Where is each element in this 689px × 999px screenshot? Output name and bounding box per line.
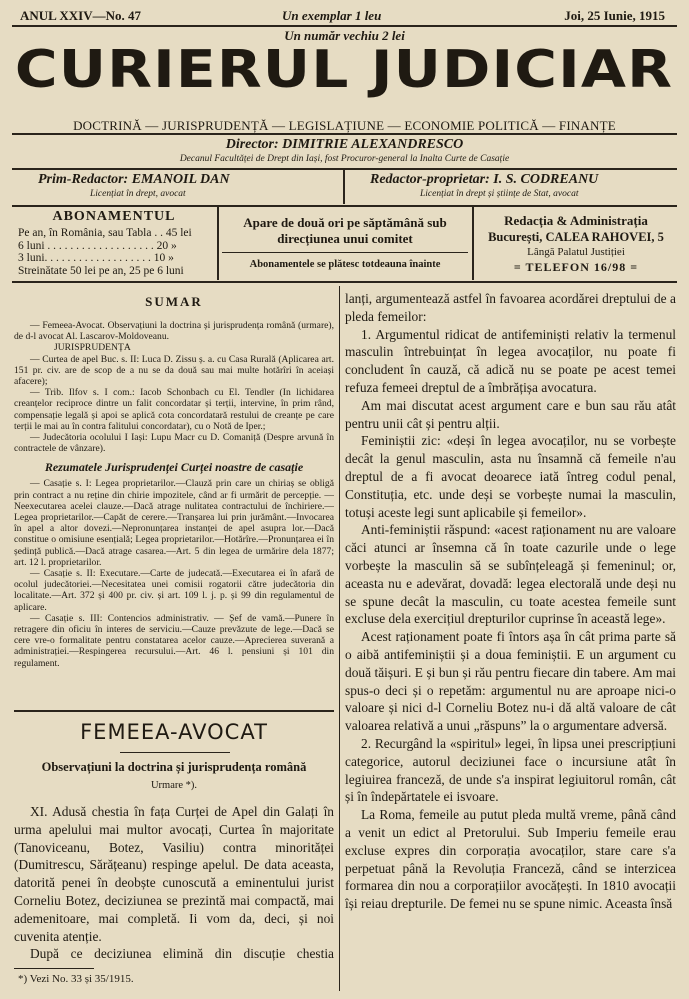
issue-number: ANUL XXIV—No. 47 [20,8,141,23]
director-note: Decanul Facultăței de Drept din Iași, fost Procuror-general la Inalta Curte de Casație [179,154,510,164]
sumar-item: — Casație s. I: Legea proprietarilor.—Clauză prin care un chiriaș se obligă prin contract a nu reține din chirie impozitele, când ar fi urmărit de percepție. —Neexecutarea acelei clauze.—Dacă atrage nulitatea contractului de închiriere.—Legea proprietarilor.—Capăt de cerere.—Tranșarea lui prin jurământ.—Invocarea în apel a altor dovezi.—Nepronunțarea instanței de apel asupra lor.—Dacă constitue o omisiune esențială; Legea proprietarilor.—Hotărîre.—Pronunțarea ei în ședință publică.—Dacă atrage casarea.—Art. 5 din legea de urmărire dela 1877; art. 12 l. proprietarilor. [14,478,334,568]
director: Director: DIMITRIE ALEXANDRESCO [225,137,464,152]
paragraph: Am mai discutat acest argument care e bun sau rău atât pentru unii cât și pentru alții. [345,397,676,431]
paragraph: După ce deciziunea elimină din discuție chestia [30,946,334,962]
subscription-line: Streinătate 50 lei pe an, 25 pe 6 luni [18,264,184,277]
subscription-line: 3 luni. . . . . . . . . . . . . . . . . . . 10 » [18,252,174,264]
office-box [476,213,676,275]
rule [12,281,677,283]
subscription-line: Pe an, în România, sau Tabla . . 45 lei [18,227,192,239]
price: Un exemplar 1 leu [282,8,382,23]
paragraph: La Roma, femeile au putut pleda multă vreme, până când a venit un edict al Pretorului. Sub Imperiu femeile erau excluse expres din corporația avocaților, stare care s'a perpetuat până la Revoluția Franceză, când se interzicea formarea din nou a corporațiilor avocățești. In 1810 avocații își reiau drepturile. De femei nu se spune nimic. Aceasta însă [345,807,676,912]
issue-date: Joi, 25 Iunie, 1915 [564,8,665,23]
sumar-item: — Casație s. III: Contencios administrativ. — Șef de vamă.—Punere în retragere din oficiu în interes de serviciu.—Cauze prevăzute de lege.—Dacă se cere vre-o formalitate pentru constatarea acelor cauze.—Aprecierea suverană a administrației.—Respingerea recursului.—Art. 46 l. pensiuni și 101 din regulament. [14,612,334,669]
prim-redactor: Prim-Redactor: EMANOIL DAN [38,172,230,187]
paragraph: lanți, argumentează astfel în favoarea acordărei dreptului de a pleda femeilor: [345,291,676,324]
top-rule [12,25,677,27]
rule [12,205,677,207]
column-divider [339,286,340,991]
sumar-title: SUMAR [145,294,203,309]
paragraph: Acest raționament poate fi întors așa în cât prima parte să o aibă antifeminiștii și a doua feminiștii. E un argument cu două tăișuri. E și bun și rău pentru fiecare din tabere. Am mai spus-o deci și o repetăm: argumentul nu are aproape nici-o valoare și nici d-l Corneliu Botez nu-i dă altă valoare de cât valoarea relativă a unui „răspuns” la o argumentare adversă. [345,629,676,734]
divider [343,170,345,204]
divider [217,207,219,280]
rule [14,710,334,712]
sumar-item: — Trib. Ilfov s. I com.: Iacob Schonbach cu El. Tendler (In lichidarea creanțelor reciproce dintre un falit concordatar și terții, intervine, în prim rând, compensație legală și apoi se aplică cota concordatară restului de creanțe pe care terții le mai au în contra falitului concordatar), cu o Notă de Iper.; [14,387,334,432]
appears-note: Apare de două ori pe săptămână sub direcțiunea unui comitet [243,215,447,246]
payment-note: Abonamentele se plătesc totdeauna înainte [249,259,441,270]
footnote-rule [14,968,94,969]
masthead-title: CURIERUL JUDICIAR [14,40,674,100]
paragraph: 2. Recurgând la «spiritul» legei, în lipsa unei prescripțiuni categorice, autorul deciziunei face o incursiune atât în legiuirea franceză, de unde s'a inspirat legiuitorul român, cât și în îndepărtatele ei isvoare. [345,735,676,805]
sumar-item: — Femeea-Avocat. Observațiuni la doctrina și jurisprudența română (urmare), de d-l avocat Al. Lascarov-Moldoveanu. [14,320,334,343]
rule [222,252,468,253]
paragraph: XI. Adusă chestia în fața Curței de Apel din Galați în urma apelului mai multor avocați, Curtea în majoritate (Tanoviceanu, Botez, Vasiliu) contra minorităței (Dumitrescu, Sărățeanu) respinge apelul. De data aceasta, datorită penei în deobște cunoscută a eminentului jurist Corneliu Botez, deciziunea se prezintă mai compactă, mai ademenitoare, mai completă. Ii vom da, deci, și noi cuvenita atenție. [14,804,334,944]
subscription-title: ABONAMENTUL [52,209,176,224]
subscription-box [14,209,214,277]
sumar-section [14,294,334,694]
article-title: FEMEEA-AVOCAT [80,720,268,744]
redactor-proprietar-note: Licențiat în drept și științe de Stat, avocat [420,189,579,199]
paragraph: Anti-feminiștii răspund: «acest raționament nu are valoare căci atunci ar însemna că în toate cazurile unde o lege vorbește la masculin să se subînțeleagă și femeninul; or, aceasta nu e adevărat, dovadă: legea electorală unde deși nu se spune decât la masculin, cu toate acestea femeile sunt excluse dela exercițiul drepturilor cuprinse în această lege». [345,522,676,627]
article-left-text [14,803,334,963]
article-subtitle: Observațiuni la doctrina și jurisprudența română [41,760,307,774]
sumar-heading: JURISPRUDENȚA [54,342,131,354]
office-near: Lângă Palatul Justiției [527,246,625,258]
paragraph: Feminiștii zic: «deși în legea avocaților, nu se vorbește decât la genul masculin, asta nu însamnă că femeile n'au dreptul de a fi avocat deoarece iată întreg codul penal, Constituția, etc. unde deși se vorbește numai la masculin, totuși aceste legi sunt aplicabile și femeilor». [345,433,676,520]
sumar-heading: Rezumatele Jurisprudenței Curței noastre de casație [44,460,304,475]
office-phone: = TELEFON 16/98 = [513,260,639,274]
redactor-proprietar: Redactor-proprietar: I. S. CODREANU [370,172,599,187]
prim-redactor-note: Licențiat în drept, avocat [90,189,186,199]
office-title: Redacția & Administrația [504,213,648,228]
paragraph: 1. Argumentul ridicat de antifeminiști relativ la termenul masculin întrebuințat în legea avocaților, nu poate fi concludent în cauză, că adică nu se poate pe acest temei refuza femeei dreptul de a îmbrățișa avocatura. [345,326,676,395]
sumar-item: — Curtea de apel Buc. s. II: Luca D. Zissu ș. a. cu Casa Rurală (Aplicarea art. 151 pr. civ. are de scop de a nu se da două sau mai multe hotărîri în aceiași afacere); [14,353,334,388]
office-address: București, CALEA RAHOVEI, 5 [488,230,664,244]
article-right-text [345,290,676,995]
sumar-item: — Casație s. II: Executare.—Carte de judecată.—Executarea ei în afară de ocolul judecătoriei.—Necesitatea unei comisii rogatorii către judecătoria din localitate.—Art. 372 și 400 pr. civ. și art. 109 l. j. p. și 99 din regulamentul de aplicare. [14,568,334,613]
rule [12,168,677,170]
masthead-subtitle: DOCTRINĂ — JURISPRUDENȚĂ — LEGISLAȚIUNE — ECONOMIE POLITICĂ — FINANȚE [73,118,616,133]
rule [120,752,230,753]
sumar-item: — Judecătoria ocolului I Iași: Lupu Macr cu D. Comaniță (Despre arvună în contractele de vânzare). [14,432,334,455]
footnote: *) Vezi No. 33 și 35/1915. [18,973,134,985]
divider [472,207,474,280]
old-price: Un număr vechiu 2 lei [284,28,405,43]
subscription-line: 6 luni . . . . . . . . . . . . . . . . . . . 20 » [18,239,177,252]
article-continued: Urmare *). [150,780,198,791]
rule [12,133,677,135]
